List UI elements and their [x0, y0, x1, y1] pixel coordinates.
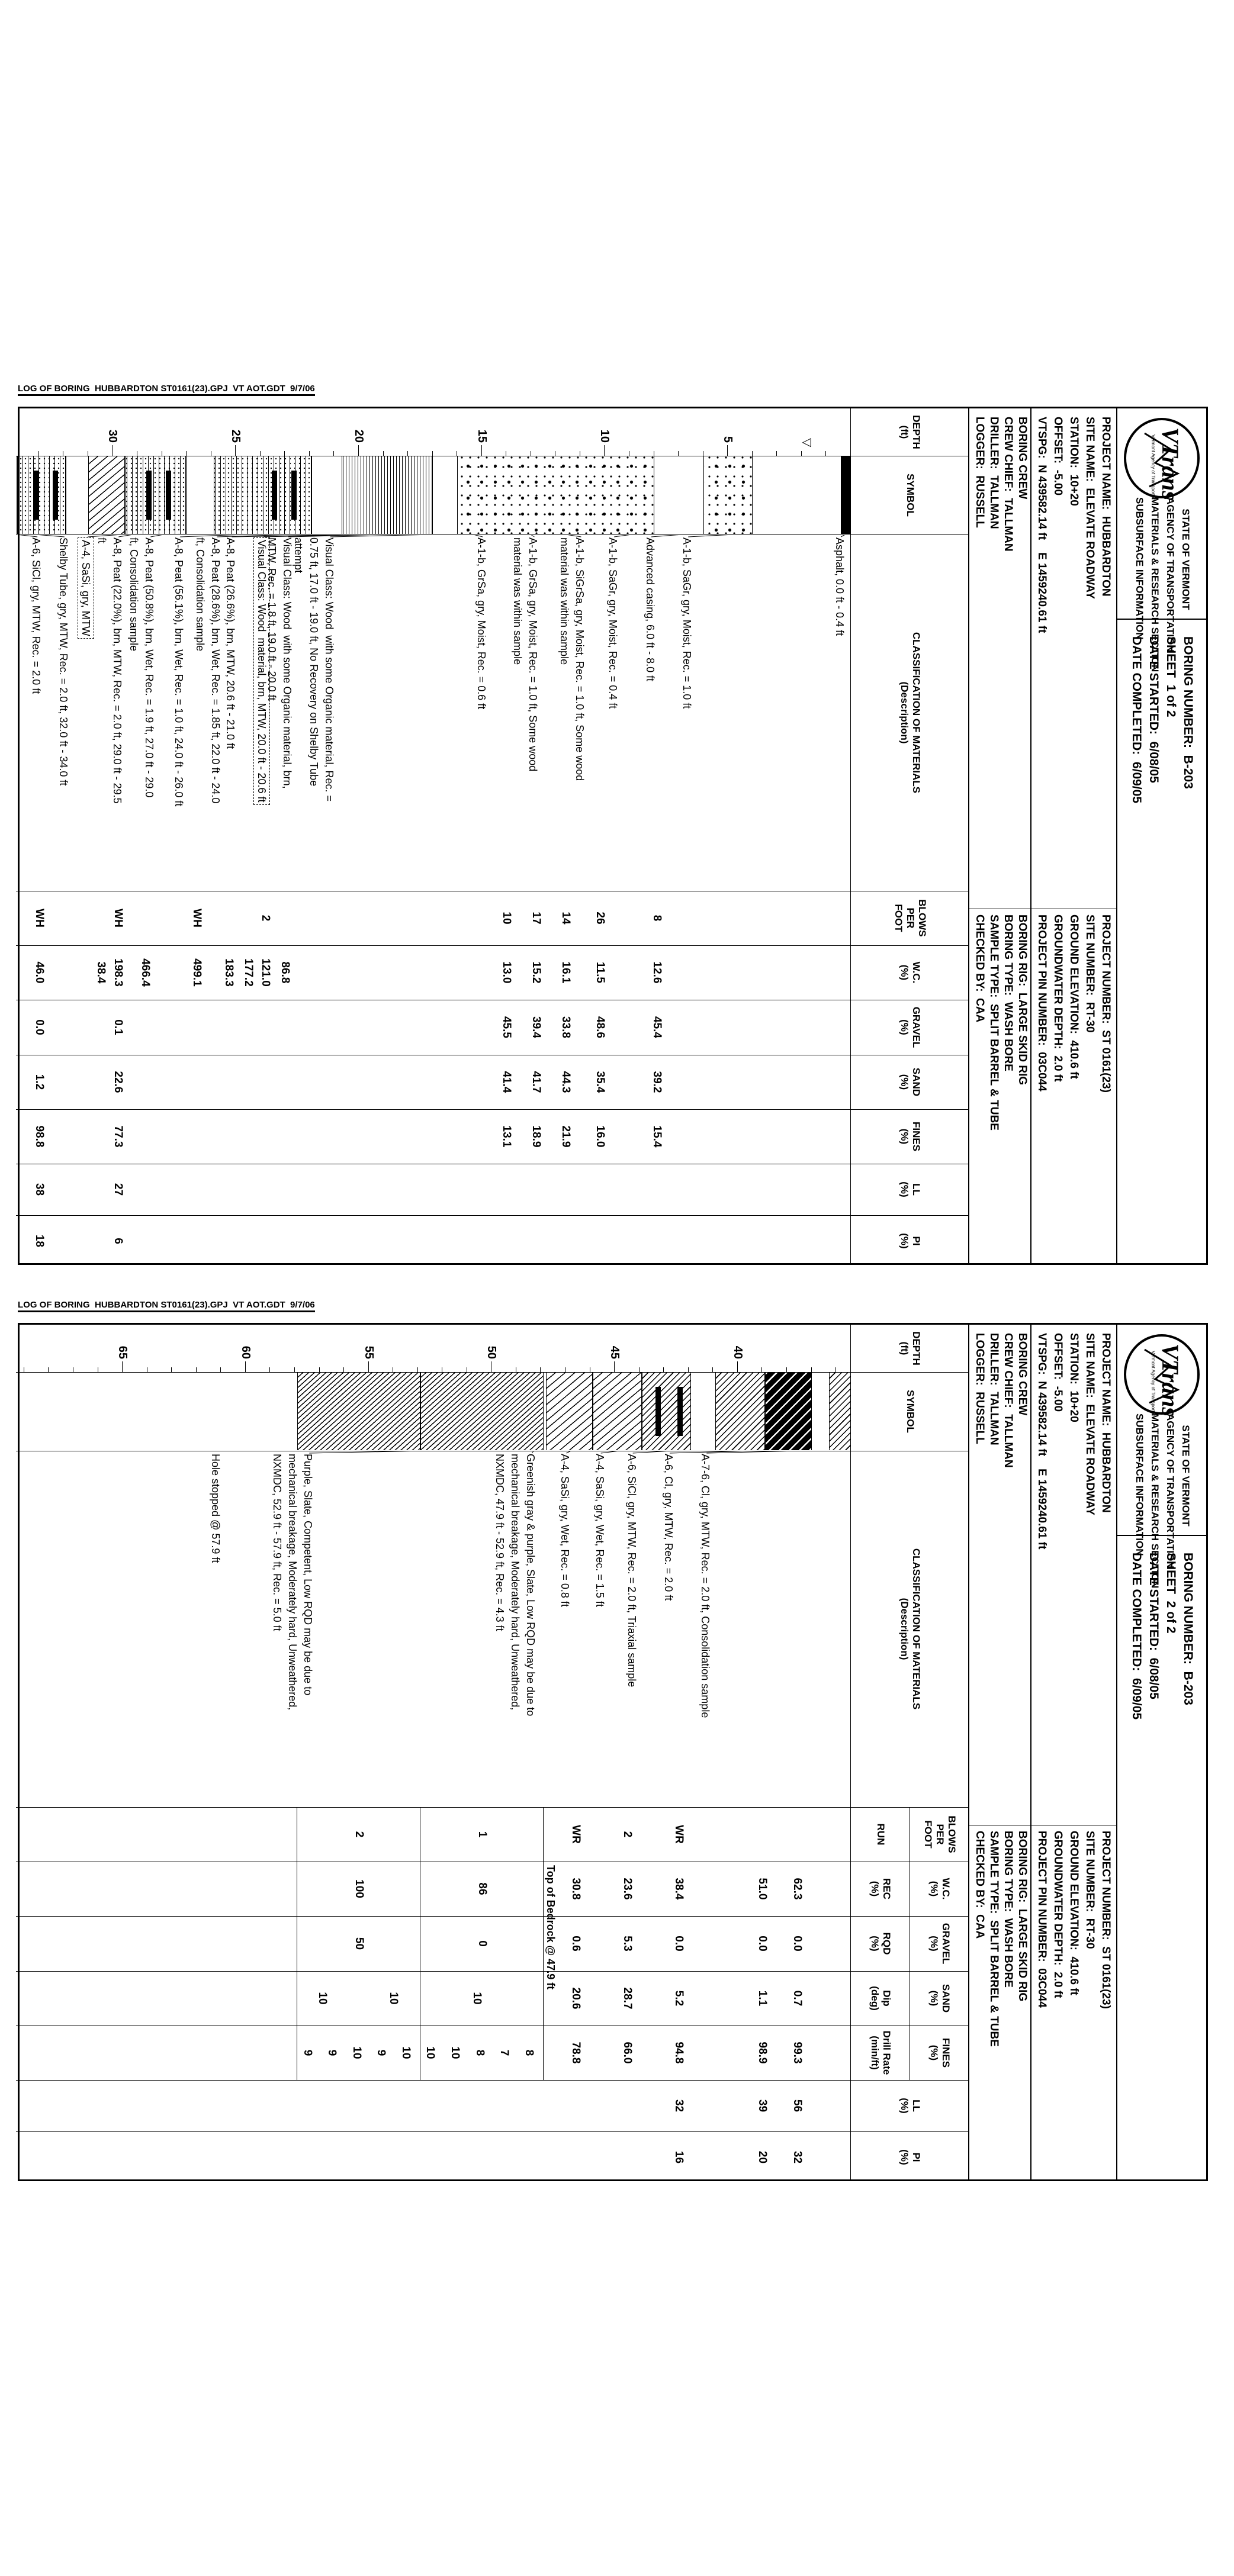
value-cell: 39.2 [650, 1071, 663, 1093]
leader-lines [16, 1325, 1206, 2183]
value-cell: 10 [424, 2046, 437, 2059]
crew-info-line: BORING TYPE: WASH BORE [1002, 915, 1014, 1071]
boring-log-sheet-1 [18, 407, 1208, 1265]
value-cell: 15.4 [650, 1125, 663, 1148]
value-cell: 20.6 [569, 1987, 582, 2010]
value-cell: 10 [449, 2046, 462, 2059]
value-cell: 183.3 [222, 958, 235, 987]
boring-info-line: SHEET 1 of 2 [1164, 636, 1178, 717]
core-run-divider [543, 1807, 544, 2080]
value-cell: WR [569, 1825, 582, 1844]
crew-info-line: CREW CHIEF: TALLMAN [1002, 1333, 1014, 1468]
depth-label: 45 [608, 1345, 622, 1359]
value-cell: 48.6 [594, 1016, 607, 1038]
value-cell: 15.2 [530, 961, 543, 984]
value-cell: 7 [498, 2049, 511, 2056]
value-cell: 2 [621, 1831, 634, 1838]
crew-info-line: BORING CREW [1016, 1333, 1029, 1416]
description-entry: A-4, SaSi, gry, Wet, Rec. = 0.8 ft [559, 1454, 571, 1607]
description-entry: A-8, Peat (28.6%), brn, Wet, Rec. = 1.85 ft, 22.0 ft - 24.0 ft, Consolidation sample [194, 537, 222, 804]
project-info-line: SITE NUMBER: RT-30 [1084, 1831, 1096, 1949]
value-cell: 5.2 [673, 1990, 686, 2007]
value-cell: 35.4 [594, 1071, 607, 1093]
project-info-line: PROJECT NAME: HUBBARDTON [1100, 417, 1112, 597]
value-cell: 0 [475, 1940, 489, 1947]
value-cell: 38.4 [673, 1878, 686, 1900]
project-info-line: VTSPG: N 439582.14 ft E 1459240.61 ft [1036, 1333, 1048, 1550]
value-cell: 9 [301, 2049, 314, 2056]
depth-label: 55 [362, 1345, 375, 1359]
crew-info-line: BORING CREW [1016, 417, 1029, 500]
value-cell: 5.3 [621, 1936, 634, 1952]
crew-info-line: DRILLER: TALLMAN [988, 1333, 1000, 1445]
bedrock-annotation: Top of Bedrock @ 47.9 ft [544, 1865, 557, 1990]
boring-info-line: BORING NUMBER: B-203 [1181, 1553, 1195, 1705]
value-cell: 32 [673, 2099, 686, 2113]
column-subheader-4: REC (%) [869, 1878, 892, 1899]
column-header-5: GRAVEL (%) [928, 1923, 952, 1965]
project-info-line: GROUNDWATER DEPTH: 2.0 ft [1052, 915, 1064, 1082]
value-cell: 8 [473, 2049, 486, 2056]
value-cell: 98.9 [756, 2042, 769, 2064]
depth-label: 40 [731, 1345, 744, 1359]
value-cell: 6 [111, 1238, 124, 1244]
column-header-9: PI (%) [899, 1233, 922, 1249]
value-cell: 14 [560, 912, 573, 925]
value-cell: 13.1 [500, 1125, 513, 1148]
description-entry: A-1-b, SiGrSa, gry, Moist, Rec. = 1.0 ft, Some wood material was within sample [558, 537, 586, 781]
column-header-5: GRAVEL (%) [899, 1006, 922, 1048]
value-cell: 13.0 [500, 961, 513, 984]
value-cell: 39 [756, 2099, 769, 2113]
description-entry: A-8, Peat (26.6%), brn, MTW, 20.6 ft - 21.0 ft [224, 537, 237, 749]
margin-note-sheet2: LOG OF BORING HUBBARDTON ST0161(23).GPJ VT AOT.GDT 9/7/06 [18, 1300, 315, 1312]
agency-line: MATERIALS & RESEARCH SECTION [1149, 497, 1161, 672]
value-cell: 78.8 [569, 2042, 582, 2064]
description-entry: A-4, SaSi, gry, MTW [78, 537, 94, 639]
value-cell: 9 [375, 2049, 388, 2056]
project-info-line: SITE NAME: ELEVATE ROADWAY [1084, 1333, 1096, 1515]
value-cell: 32 [790, 2150, 804, 2164]
value-cell: 51.0 [756, 1878, 769, 1900]
agency-line: SUBSURFACE INFORMATION [1134, 1413, 1145, 1556]
description-entry: A-1-b, GrSa, gry, Moist, Rec. = 0.6 ft [475, 537, 488, 710]
depth-label: 5 [721, 436, 735, 443]
description-entry: Shelby Tube, gry, MTW, Rec. = 2.0 ft, 32.0 ft - 34.0 ft [57, 537, 69, 786]
description-entry: A-7-6, Cl, gry, MTW, Rec. = 2.0 ft, Consolidation sample [699, 1454, 712, 1718]
value-cell: 28.7 [621, 1987, 634, 2010]
value-cell: 33.8 [560, 1016, 573, 1038]
value-cell: 499.1 [190, 958, 203, 987]
value-cell: 0.0 [790, 1936, 804, 1952]
boring-info-line: SHEET 2 of 2 [1164, 1553, 1178, 1634]
agency-line: MATERIALS & RESEARCH SECTION [1149, 1413, 1161, 1589]
value-cell: 16 [673, 2150, 686, 2164]
value-cell: 62.3 [790, 1878, 804, 1900]
crew-info-line: BORING TYPE: WASH BORE [1002, 1831, 1014, 1988]
value-cell: 18 [33, 1234, 46, 1248]
svg-text:Vermont Agency of Transportati: Vermont Agency of Transportation [1151, 434, 1156, 500]
value-cell: 21.9 [560, 1125, 573, 1148]
crew-info-line: CHECKED BY: CAA [973, 915, 986, 1023]
agency-line: STATE OF VERMONT [1180, 508, 1191, 610]
project-info-line: VTSPG: N 439582.14 ft E 1459240.61 ft [1036, 417, 1048, 633]
value-cell: 0.6 [569, 1936, 582, 1952]
groundwater-marker-icon: ▽ [800, 438, 814, 447]
crew-info-line: SAMPLE TYPE: SPLIT BARREL & TUBE [988, 915, 1000, 1131]
boring-info-line: DATE COMPLETED: 6/09/05 [1130, 1553, 1143, 1720]
value-cell: 38 [33, 1183, 46, 1196]
column-header-4: W.C. (%) [928, 1878, 952, 1900]
project-info-line: GROUND ELEVATION: 410.6 ft [1068, 1831, 1080, 1995]
project-info-line: OFFSET: -5.00 [1052, 417, 1064, 496]
column-header-0: DEPTH (ft) [899, 415, 922, 449]
value-cell: WH [111, 909, 124, 928]
column-header-1: SYMBOL [905, 1390, 916, 1433]
project-info-line: STATION: 10+20 [1068, 1333, 1080, 1422]
value-cell: 0.0 [673, 1936, 686, 1952]
project-info-line: PROJECT PIN NUMBER: 03C044 [1036, 915, 1048, 1091]
crew-info-line: CREW CHIEF: TALLMAN [1002, 417, 1014, 552]
project-info-line: PROJECT NAME: HUBBARDTON [1100, 1333, 1112, 1513]
value-cell: 44.3 [560, 1071, 573, 1093]
description-entry: A-1-b, SaGr, gry, Moist, Rec. = 0.4 ft [607, 537, 619, 709]
value-cell: 10 [316, 1992, 329, 2005]
agency-line: SUBSURFACE INFORMATION [1134, 497, 1145, 640]
column-header-8: LL (%) [899, 2098, 922, 2114]
sheet-2-wrap [18, 1323, 1208, 2181]
value-cell: 198.3 [111, 958, 124, 987]
column-subheader-3: RUN [875, 1823, 886, 1846]
margin-note-sheet1: LOG OF BORING HUBBARDTON ST0161(23).GPJ VT AOT.GDT 9/7/06 [18, 384, 315, 396]
value-cell: 50 [353, 1937, 365, 1950]
value-cell: 23.6 [621, 1878, 634, 1900]
boring-info-line: BORING NUMBER: B-203 [1181, 636, 1195, 789]
value-cell: 2 [353, 1831, 365, 1838]
value-cell: 38.4 [94, 961, 107, 984]
value-cell: 0.7 [790, 1990, 804, 2007]
project-info-line: PROJECT PIN NUMBER: 03C044 [1036, 1831, 1048, 2008]
column-header-2: CLASSIFICATION OF MATERIALS (Description) [899, 632, 922, 794]
project-info-line: PROJECT NUMBER: ST 0161(23) [1100, 915, 1112, 1093]
description-entry: Asphalt, 0.0 ft - 0.4 ft [834, 537, 846, 636]
value-cell: 16.1 [560, 961, 573, 984]
value-cell: 10 [350, 2046, 363, 2059]
value-cell: 39.4 [530, 1016, 543, 1038]
value-cell: WH [33, 909, 46, 928]
value-cell: 17 [530, 912, 543, 925]
description-entry: Advanced casing, 6.0 ft - 8.0 ft [644, 537, 656, 682]
value-cell: 11.5 [594, 962, 607, 983]
project-info-line: SITE NAME: ELEVATE ROADWAY [1084, 417, 1096, 599]
value-cell: WH [190, 909, 203, 928]
description-entry: A-1-b, SaGr, gry, Moist, Rec. = 1.0 ft [681, 537, 693, 709]
svg-text:VTrans: VTrans [1157, 1344, 1184, 1416]
depth-label: 10 [598, 429, 612, 443]
value-cell: 22.6 [111, 1071, 124, 1093]
agency-line: STATE OF VERMONT [1180, 1425, 1191, 1527]
value-cell: 16.0 [594, 1125, 607, 1148]
description-entry: A-4, SaSi, gry, Wet, Rec. = 1.5 ft [593, 1454, 606, 1607]
value-cell: 10 [387, 1992, 400, 2005]
value-cell: 98.8 [33, 1125, 46, 1148]
value-cell: 10 [471, 1992, 484, 2005]
column-subheader-7: Drill Rate (min/ft) [869, 2030, 892, 2075]
description-entry: A-1-b, GrSa, gry, Moist, Rec. = 1.0 ft, Some wood material was within sample [512, 537, 539, 772]
value-cell: 1 [475, 1831, 489, 1838]
crew-info-line: CHECKED BY: CAA [973, 1831, 986, 1939]
value-cell: 45.4 [650, 1016, 663, 1038]
project-info-line: PROJECT NUMBER: ST 0161(23) [1100, 1831, 1112, 2009]
value-cell: 56 [790, 2099, 804, 2113]
depth-label: 65 [116, 1345, 130, 1359]
crew-info-line: SAMPLE TYPE: SPLIT BARREL & TUBE [988, 1831, 1000, 2047]
value-cell: 20 [756, 2150, 769, 2164]
value-cell: 12.6 [650, 961, 663, 984]
depth-label: 25 [229, 429, 243, 443]
agency-line: AGENCY OF TRANSPORTATION [1165, 1413, 1176, 1569]
value-cell: 2 [259, 915, 272, 922]
sheet-1-wrap [18, 407, 1208, 1265]
value-cell: 466.4 [139, 958, 152, 987]
value-cell: 41.7 [530, 1071, 543, 1093]
description-entry: Visual Class: Wood material, brn, MTW, 20.0 ft - 20.6 ft [253, 537, 270, 805]
column-header-6: SAND (%) [899, 1067, 922, 1097]
depth-label: 15 [475, 429, 489, 443]
crew-info-line: LOGGER: RUSSELL [973, 1333, 986, 1444]
description-entry: A-6, SiCl, gry, MTW, Rec. = 2.0 ft, Triaxial sample [625, 1454, 638, 1688]
column-header-3: BLOWS PER FOOT [923, 1815, 957, 1853]
value-cell: 1.1 [756, 1990, 769, 2007]
agency-line: AGENCY OF TRANSPORTATION [1165, 497, 1176, 652]
svg-text:Vermont Agency of Transportati: Vermont Agency of Transportation [1151, 1351, 1156, 1416]
value-cell: 18.9 [530, 1125, 543, 1148]
value-cell: 177.2 [242, 958, 255, 987]
value-cell: 94.8 [673, 2042, 686, 2064]
description-entry: Visual Class: Wood with some Organic material, Rec. = 0.75 ft, 17.0 ft - 19.0 ft, No Recovery on Shelby Tube attempt [292, 537, 335, 802]
column-header-9: PI (%) [899, 2149, 922, 2165]
value-cell: 0.1 [111, 1019, 124, 1035]
crew-info-line: LOGGER: RUSSELL [973, 417, 986, 528]
value-cell: 46.0 [33, 961, 46, 984]
value-cell: WR [673, 1825, 686, 1844]
description-entry: A-8, Peat (56.1%), brn, Wet, Rec. = 1.0 ft, 24.0 ft - 26.0 ft [173, 537, 185, 807]
value-cell: 100 [353, 1879, 365, 1898]
project-info-line: STATION: 10+20 [1068, 417, 1080, 506]
crew-info-line: DRILLER: TALLMAN [988, 417, 1000, 529]
crew-info-line: BORING RIG: LARGE SKID RIG [1016, 915, 1029, 1086]
column-header-4: W.C. (%) [899, 961, 922, 984]
value-cell: 8 [650, 915, 663, 922]
value-cell: 99.3 [790, 2042, 804, 2064]
description-entry: Purple, Slate, Competent, Low RQD may be due to mechanical breakage, Moderately hard, Unweathered, NXMDC, 52.9 ft - 57.9 ft, Rec. = 5.0 ft [271, 1454, 314, 1711]
column-header-8: LL (%) [899, 1181, 922, 1197]
value-cell: 66.0 [621, 2042, 634, 2064]
column-header-0: DEPTH (ft) [899, 1331, 922, 1366]
description-entry: A-8, Peat (50.8%), brn, Wet, Rec. = 1.9 ft, 27.0 ft - 29.0 ft, Consolidation sample [128, 537, 156, 798]
value-cell: 1.2 [33, 1074, 46, 1090]
boring-info-line: DATE STARTED: 6/08/05 [1147, 636, 1161, 783]
depth-label: 30 [106, 429, 120, 443]
description-entry: A-8, Peat (22.0%), brn, MTW, Rec. = 2.0 ft, 29.0 ft - 29.5 ft [96, 537, 124, 804]
value-cell: 10 [399, 2046, 412, 2059]
boring-info-line: DATE COMPLETED: 6/09/05 [1130, 636, 1143, 804]
column-header-1: SYMBOL [905, 474, 916, 517]
column-header-7: FINES (%) [928, 2037, 952, 2068]
value-cell: 30.8 [569, 1878, 582, 1900]
crew-info-line: BORING RIG: LARGE SKID RIG [1016, 1831, 1029, 2002]
value-cell: 41.4 [500, 1071, 513, 1093]
depth-label: 60 [239, 1345, 252, 1359]
value-cell: 77.3 [111, 1125, 124, 1148]
project-info-line: GROUNDWATER DEPTH: 2.0 ft [1052, 1831, 1064, 1998]
depth-label: 50 [485, 1345, 499, 1359]
project-info-line: GROUND ELEVATION: 410.6 ft [1068, 915, 1080, 1079]
value-cell: 9 [326, 2049, 339, 2056]
value-cell: 10 [500, 912, 513, 925]
value-cell: 27 [111, 1183, 124, 1196]
boring-log-sheet-2 [18, 1323, 1208, 2181]
boring-info-line: DATE STARTED: 6/08/05 [1147, 1553, 1161, 1699]
column-header-3: BLOWS PER FOOT [893, 899, 928, 937]
value-cell: 0.0 [33, 1019, 46, 1035]
description-entry: Visual Class: Wood with some Organic material, brn, MTW, Rec. = 1.8 ft, 19.0 ft - 20.0 ft [265, 537, 293, 789]
column-header-2: CLASSIFICATION OF MATERIALS (Description) [899, 1548, 922, 1710]
value-cell: 0.0 [756, 1936, 769, 1952]
value-cell: 45.5 [500, 1016, 513, 1038]
value-cell: 26 [594, 912, 607, 925]
value-cell: 121.0 [259, 958, 272, 987]
column-subheader-5: RQD (%) [869, 1932, 892, 1955]
description-entry: A-6, Cl, gry, MTW, Rec. = 2.0 ft [663, 1454, 674, 1601]
description-entry: Greenish gray & purple, Slate, Low RQD may be due to mechanical breakage, Moderately hard, Unweathered, NXMDC, 47.9 ft - 52.9 ft, Rec. = 4.3 ft [494, 1454, 537, 1717]
project-info-line: OFFSET: -5.00 [1052, 1333, 1064, 1412]
column-header-6: SAND (%) [928, 1983, 952, 2013]
project-info-line: SITE NUMBER: RT-30 [1084, 915, 1096, 1033]
value-cell: 8 [522, 2049, 535, 2056]
column-header-7: FINES (%) [899, 1121, 922, 1152]
description-entry: Hole stopped @ 57.9 ft [210, 1454, 222, 1563]
depth-label: 20 [352, 429, 365, 443]
value-cell: 86.8 [279, 961, 292, 984]
svg-text:VTrans: VTrans [1157, 427, 1184, 500]
description-entry: A-6, SiCl, gry, MTW, Rec. = 2.0 ft [30, 537, 43, 694]
value-cell: 86 [475, 1882, 489, 1895]
column-subheader-6: Dip (deg) [869, 1986, 892, 2011]
